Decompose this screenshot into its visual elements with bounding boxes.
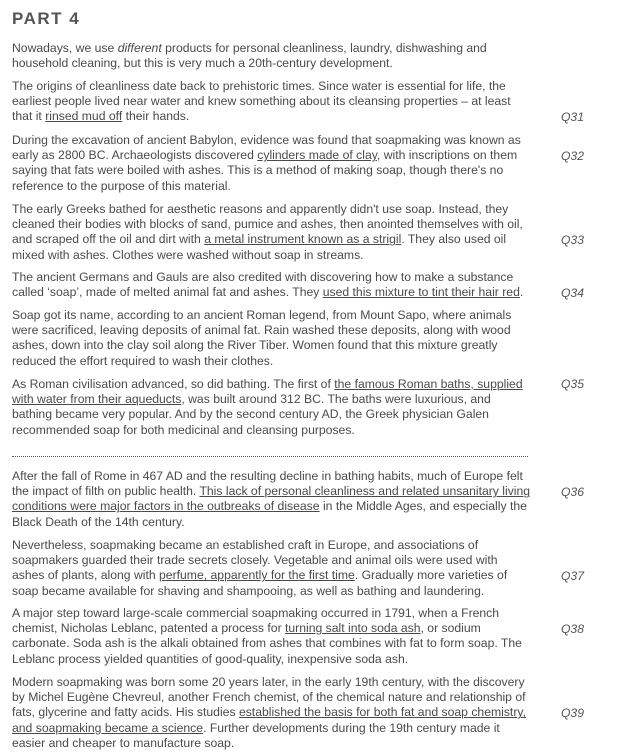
- text-run: After the fall of Rome in 467 AD and the resulting decline in bathing habits, much of Europe felt the impact of filth on public health.: [12, 469, 523, 499]
- part-title: PART 4: [12, 9, 81, 28]
- question-marker-q32: Q32: [560, 149, 584, 163]
- text-run: A major step toward large-scale commercial soapmaking occurred in 1791, when a French chemist, Nicholas Leblanc, patented a process for: [12, 606, 500, 636]
- underlined-answer-phrase: the famous Roman baths, supplied with water from their aqueducts: [12, 377, 523, 407]
- question-marker-q31: Q31: [560, 110, 584, 124]
- text-run: their hands.: [122, 109, 190, 124]
- text-run: , was built around 312 BC. The baths were luxurious, and bathing became very popular. And by the second century AD, the Greek physician Galen recommended soap for both medicinal and cleansing purposes.: [12, 392, 491, 437]
- text-run: , or sodium carbonate. Soda ash is the alkali obtained from ashes that combines with fat to form soap. The Leblanc process yielded quantities of good-quality, inexpensive soda ash.: [12, 621, 522, 666]
- underlined-answer-phrase: rinsed mud off: [45, 109, 123, 124]
- text-run: As Roman civilisation advanced, so did bathing. The first of: [12, 377, 335, 391]
- text-run: Nowadays, we use: [12, 41, 118, 55]
- text-run: The early Greeks bathed for aesthetic reasons and apparently didn't use soap. Instead, they cleaned their bodies with blocks of sand, pumice and ashes, then anointed themselves with oil, and scraped off the oil and dirt with: [12, 202, 523, 247]
- question-marker-q33: Q33: [560, 233, 584, 247]
- text-run: .: [519, 285, 524, 300]
- question-marker-q35: Q35: [560, 377, 584, 391]
- text-run: . Gradually more varieties of soap became available for shaving and shampooing, as well as bathing and laundering.: [12, 568, 508, 598]
- underlined-answer-phrase: This lack of personal cleanliness and related unsanitary living conditions were major factors in the outbreaks of disease: [12, 484, 531, 514]
- paragraph-greeks: [12, 202, 532, 263]
- paragraph-intro: [12, 41, 532, 71]
- question-marker-q34: Q34: [560, 286, 584, 300]
- text-run: During the excavation of ancient Babylon, evidence was found that soapmaking was known as early as 2800 BC. Archaeologists discovered: [12, 133, 521, 163]
- paragraph-chevreul: [12, 675, 532, 751]
- paragraph-germans-gauls: [12, 270, 532, 300]
- text-run: , with inscriptions on them saying that fats were boiled with ashes. This is a method of making soap, though there's no reference to the purpose of this material.: [12, 148, 518, 193]
- section-divider: [12, 456, 528, 457]
- text-run: . Further developments during the 19th century made it easier and cheaper to manufacture soap.: [12, 720, 500, 750]
- underlined-answer-phrase: established the basis for both fat and soap chemistry, and soapmaking became a science: [12, 705, 526, 735]
- paragraph-leblanc: [12, 606, 532, 667]
- text-run: The origins of cleanliness date back to prehistoric times. Since water is essential for life, the earliest people lived near water and knew something about its cleansing properties – at least that it: [12, 79, 511, 124]
- emphasized-text: different: [117, 41, 162, 55]
- paragraph-babylon: [12, 133, 532, 194]
- underlined-answer-phrase: cylinders made of clay: [257, 148, 377, 163]
- text-run: . They also used oil mixed with ashes. Clothes were washed without soap in streams.: [12, 232, 507, 262]
- underlined-answer-phrase: turning salt into soda ash: [285, 621, 421, 636]
- underlined-answer-phrase: perfume, apparently for the first time: [159, 568, 355, 583]
- paragraph-fall-of-rome: [12, 469, 532, 530]
- paragraph-origins: [12, 79, 532, 125]
- question-marker-q37: Q37: [560, 569, 584, 583]
- underlined-answer-phrase: a metal instrument known as a strigil: [204, 232, 402, 247]
- text-run: Soap got its name, according to an ancient Roman legend, from Mount Sapo, where animals were sacrificed, leaving deposits of animal fat. Rain washed these deposits, along with wood ashes, down into the clay soil along the River Tiber. Women found that this mixture greatly reduced the effort required to wash their clothes.: [12, 308, 512, 368]
- text-run: Nevertheless, soapmaking became an established craft in Europe, and associations of soapmakers guarded their trade secrets closely. Vegetable and animal oils were used with ashes of plants, along with: [12, 538, 498, 583]
- text-run: The ancient Germans and Gauls are also credited with discovering how to make a substance called ‘soap’, made of melted animal fat and ashes. They: [12, 270, 514, 300]
- paragraph-roman-baths: [12, 377, 532, 438]
- question-marker-q39: Q39: [560, 706, 584, 720]
- underlined-answer-phrase: used this mixture to tint their hair red: [322, 285, 520, 300]
- paragraph-mount-sapo: [12, 308, 532, 369]
- question-marker-q36: Q36: [560, 485, 584, 499]
- paragraph-craft-europe: [12, 538, 532, 599]
- question-marker-q38: Q38: [560, 622, 584, 636]
- text-run: Modern soapmaking was born some 20 years later, in the early 19th century, with the discovery by Michel Eugène Chevreul, another French chemist, of the chemical nature and relationship of fats, glycerine and fatty acids. His studies: [12, 675, 526, 720]
- text-run: products for personal cleanliness, laundry, dishwashing and household cleaning, but this is very much a 20th-century development.: [12, 41, 487, 71]
- text-run: in the Middle Ages, and especially the Black Death of the 14th century.: [12, 499, 527, 529]
